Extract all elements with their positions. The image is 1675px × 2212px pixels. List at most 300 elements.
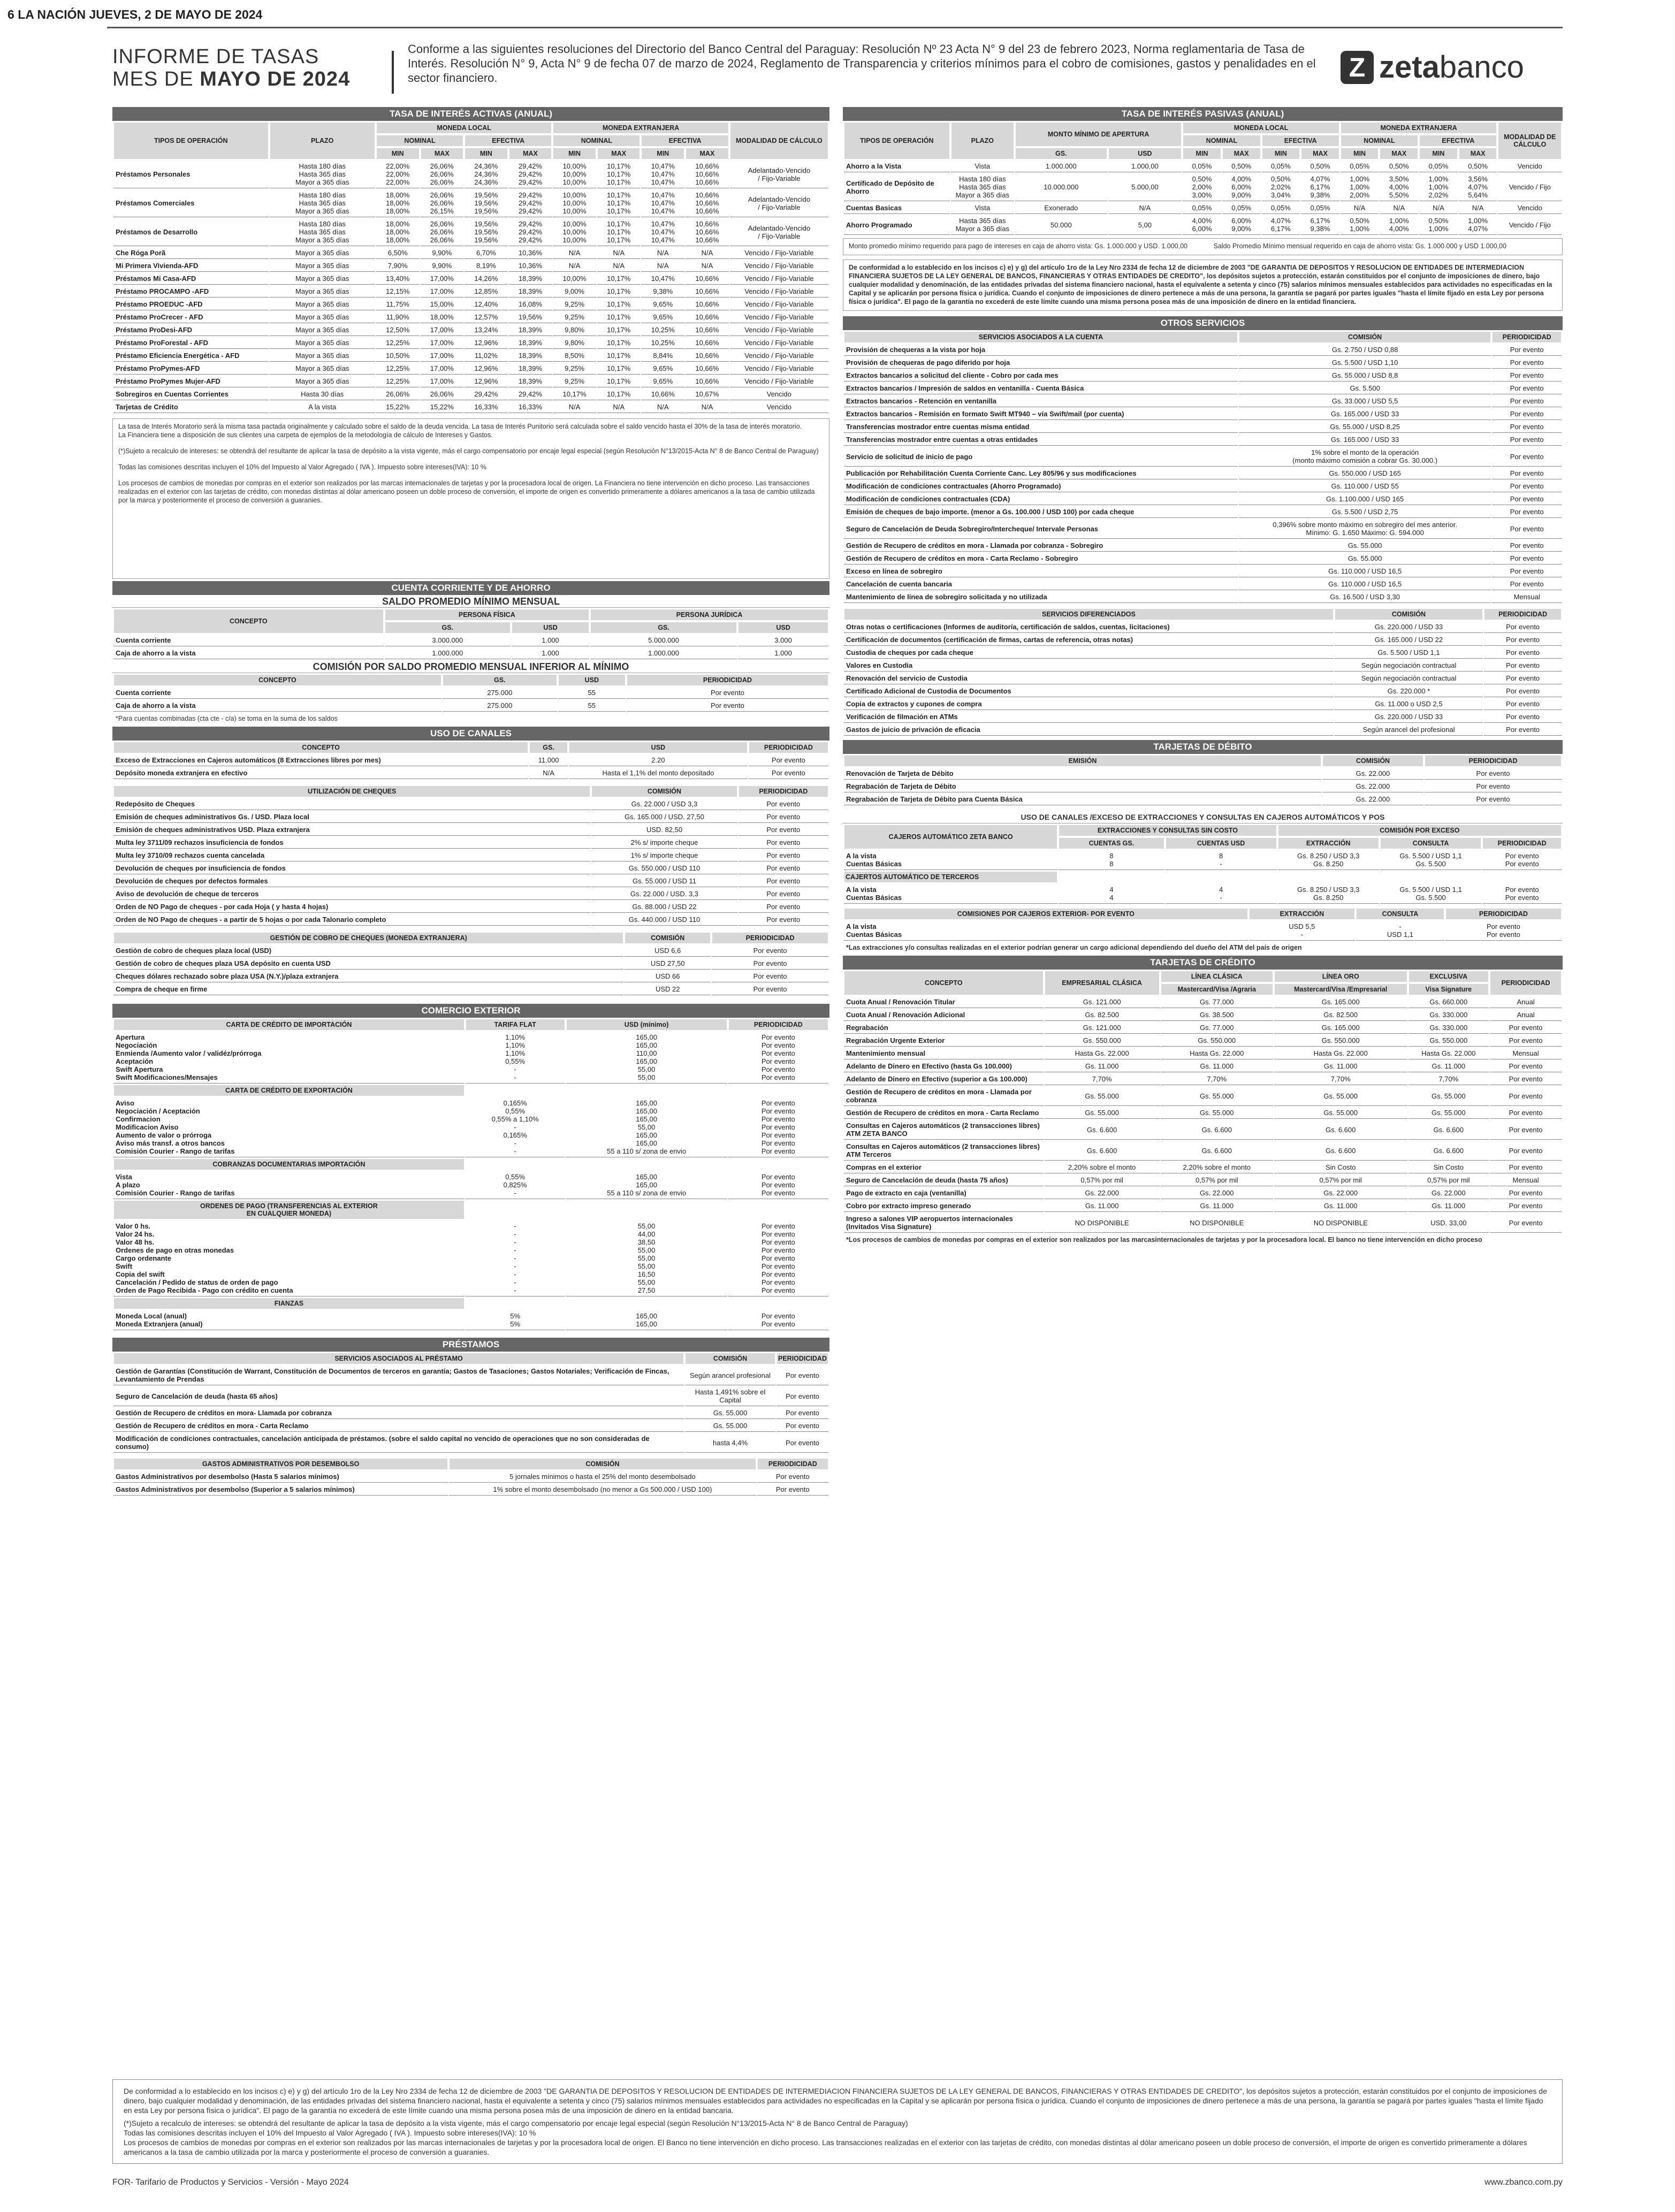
cell: Gs. 11.000: [1045, 1061, 1160, 1072]
row-label: Copia de extractos y cupones de compra: [844, 698, 1334, 710]
rate-cell: 10,66%: [686, 299, 729, 310]
rate-cell: N/A: [1419, 202, 1458, 214]
cell: Gs. 330.000: [1408, 1022, 1489, 1034]
cell: 275.000: [443, 700, 557, 712]
cell: Según arancel profesional: [685, 1366, 775, 1385]
row-label: Cuenta corriente: [113, 687, 441, 699]
cell: Por evento: [1490, 1213, 1562, 1233]
table-row: [113, 286, 828, 298]
operation-name: Préstamo ProCrecer - AFD: [113, 311, 269, 323]
rate-cell: 17,00%: [421, 350, 464, 362]
cell: Gs. 550.000: [1274, 1035, 1407, 1047]
cell: Por evento: [712, 945, 828, 957]
cell: Gs. 5.500 / USD 1,1 Gs. 5.500: [1380, 884, 1481, 904]
operation-name: Cuentas Basicas: [844, 202, 950, 214]
column-header: COMISIÓN: [1335, 608, 1483, 620]
cell: Gs. 55.000: [1274, 1086, 1407, 1106]
cell: Por evento: [1492, 578, 1562, 590]
cell: 1% sobre el monto de la operación (monto máximo comisión a cobrar Gs. 30.000.): [1239, 447, 1491, 467]
rate-cell: 0,05%: [1183, 202, 1221, 214]
cell: Por evento: [1492, 493, 1562, 505]
table-row: [113, 1097, 828, 1157]
cell: 5.000.000: [590, 635, 737, 646]
table-row: [844, 1073, 1562, 1085]
row-label: Gestión de Recupero de créditos en mora - Carta Reclamo: [844, 1107, 1044, 1119]
calc-method: Vencido / Fijo-Variable: [730, 337, 828, 349]
table-row: [113, 1310, 828, 1330]
row-label: Cuota Anual / Renovación Adicional: [844, 1009, 1044, 1021]
operation-name: Préstamos Comerciales: [113, 189, 269, 217]
cell: 7,70%: [1045, 1073, 1160, 1085]
table-row: [113, 218, 828, 246]
rate-cell: 1,00% 1,00% 2,00%: [1341, 173, 1379, 201]
cell: 165,00 165,00 55 a 110 s/ zona de envio: [566, 1171, 727, 1199]
row-label: Gestión de Recupero de créditos en mora - Llamada por cobranza - Sobregiro: [844, 540, 1238, 552]
operation-name: Préstamos Mi Casa-AFD: [113, 273, 269, 285]
cell: 275.000: [443, 687, 557, 699]
cell: Por evento: [1490, 1022, 1562, 1034]
rate-cell: N/A: [553, 401, 596, 413]
term: Mayor a 365 días: [270, 286, 375, 298]
table-row: [113, 161, 828, 188]
prestamos-table: [112, 1352, 829, 1454]
table-row: [113, 1366, 828, 1385]
table-row: [844, 698, 1562, 710]
min-gs: 10.000.000: [1015, 173, 1107, 201]
cell: Según negociación contractual: [1335, 660, 1483, 672]
cc-sub2: COMISIÓN POR SALDO PROMEDIO MENSUAL INFERIOR AL MÍNIMO: [112, 660, 829, 673]
rate-cell: 11,02%: [465, 350, 508, 362]
term: Mayor a 365 días: [270, 376, 375, 387]
cell: Gs. 22.000: [1322, 768, 1423, 780]
table-row: [844, 506, 1562, 518]
cell: Gs. 22.000 / USD 3,3: [591, 798, 737, 810]
cc-note: *Para cuentas combinadas (cta cte - c/a) se toma en la suma de los saldos: [116, 715, 338, 722]
cell: Anual: [1490, 1009, 1562, 1021]
rate-cell: N/A: [553, 247, 596, 259]
cell: Gs. 121.000: [1045, 996, 1160, 1008]
operation-name: Préstamo ProForestal - AFD: [113, 337, 269, 349]
column-header: PERIODICIDAD: [749, 742, 828, 753]
term: Mayor a 365 días: [270, 311, 375, 323]
table-row: [844, 673, 1562, 684]
cell: 1,10% 1,10% 1,10% 0,55% - -: [466, 1032, 565, 1084]
row-label: Gastos de juicio de privación de eficacia: [844, 724, 1334, 736]
row-label: Cobro por extracto impreso generado: [844, 1200, 1044, 1212]
rate-cell: 10,17%: [597, 311, 641, 323]
cell: Por evento: [1492, 519, 1562, 539]
cell: Por evento: [627, 700, 828, 712]
cell: Por evento Por evento Por evento Por evento Por evento Por evento Por evento Por evento Por evento: [728, 1221, 828, 1296]
table-row: [844, 1141, 1562, 1161]
cell: USD 5,5 -: [1249, 921, 1355, 941]
table-row: [113, 1407, 828, 1419]
column-header: EMISIÓN: [844, 755, 1321, 767]
cell: Gs. 55.000: [1274, 1107, 1407, 1119]
operation-name: Préstamos Personales: [113, 161, 269, 188]
rate-cell: 0,50%: [1301, 161, 1339, 172]
rate-cell: 9,38%: [641, 286, 684, 298]
cell: Por evento: [1490, 1073, 1562, 1085]
rate-cell: 10,17%: [597, 286, 641, 298]
operation-name: Préstamos de Desarrollo: [113, 218, 269, 246]
row-label: Emisión de cheques administrativos USD. Plaza extranjera: [113, 824, 590, 836]
rate-cell: 6,70%: [465, 247, 508, 259]
cell: Por evento: [1492, 421, 1562, 433]
cell: Por evento: [1490, 1187, 1562, 1199]
cell: Gs. 5.500 / USD 1,1: [1335, 647, 1483, 659]
rate-cell: 17,00%: [421, 273, 464, 285]
calc-method: Adelantado-Vencido / Fijo-Variable: [730, 218, 828, 246]
column-header: GS.: [443, 674, 557, 686]
calc-method: Vencido / Fijo-Variable: [730, 324, 828, 336]
rate-cell: 16,08%: [509, 299, 552, 310]
comext-table: [112, 1018, 829, 1331]
cell: Sin Costo: [1408, 1162, 1489, 1173]
rate-cell: 10,47%: [641, 273, 684, 285]
row-label: Transferencias mostrador entre cuentas a otras entidades: [844, 434, 1238, 446]
row-label: Caja de ahorro a la vista: [113, 647, 384, 659]
row-label: Regrabación: [844, 1022, 1044, 1034]
cell: 5% 5%: [466, 1310, 565, 1330]
header-rule: [107, 27, 1563, 28]
rate-cell: 17,00%: [421, 376, 464, 387]
column-header: PERIODICIDAD: [1425, 755, 1562, 767]
row-label: Regrabación de Tarjeta de Débito: [844, 781, 1321, 792]
rate-cell: 9,90%: [421, 247, 464, 259]
row-label: Extractos bancarios / Impresión de saldos en ventanilla - Cuenta Básica: [844, 383, 1238, 394]
table-row: [844, 781, 1562, 792]
rate-cell: 0,05%: [1301, 202, 1339, 214]
spacer: [466, 1085, 828, 1096]
row-label: Depósito moneda extranjera en efectivo: [113, 767, 528, 779]
table-row: [844, 685, 1562, 697]
cajeros-title: USO DE CANALES /EXCESO DE EXTRACCIONES Y CONSULTAS EN CAJEROS AUTOMÁTICOS Y POS: [843, 811, 1563, 823]
cell: Hasta 1,491% sobre el Capital: [685, 1386, 775, 1406]
rate-cell: 26,06% 26,06% 26,06%: [421, 161, 464, 188]
cell: Por evento: [776, 1366, 828, 1385]
table-row: [844, 383, 1562, 394]
rate-cell: 9,25%: [553, 363, 596, 375]
cell: Mensual: [1490, 1174, 1562, 1186]
rate-cell: 12,25%: [376, 337, 420, 349]
cell: Gs. 55.000: [1161, 1086, 1273, 1106]
rate-cell: 10,17%: [597, 376, 641, 387]
table-row: [844, 1107, 1562, 1119]
rate-cell: 18,00%: [421, 311, 464, 323]
min-gs: 1.000.000: [1015, 161, 1107, 172]
rate-cell: 12,96%: [465, 337, 508, 349]
cell: Por evento: [776, 1386, 828, 1406]
row-label: Regrabación de Tarjeta de Débito para Cuenta Básica: [844, 794, 1321, 805]
rate-cell: 19,56% 19,56% 19,56%: [465, 218, 508, 246]
cell: Por evento: [1492, 447, 1562, 467]
cell: Gs. 121.000: [1045, 1022, 1160, 1034]
rate-cell: 10,25%: [641, 324, 684, 336]
table-row: [844, 1200, 1562, 1212]
calc-method: Vencido / Fijo-Variable: [730, 247, 828, 259]
table-row: [844, 1048, 1562, 1059]
cell: Gs. 2.750 / USD 0,88: [1239, 344, 1491, 356]
cell: Gs. 1.100.000 / USD 165: [1239, 493, 1491, 505]
operation-name: Ahorro Programado: [844, 215, 950, 235]
table-row: [113, 1032, 828, 1084]
rate-cell: 10,47% 10,47% 10,47%: [641, 218, 684, 246]
cell: Gs. 220.000 *: [1335, 685, 1483, 697]
footer-url[interactable]: www.zbanco.com.py: [1484, 2178, 1563, 2187]
row-label: Extractos bancarios - Remisión en formato Swift MT940 – vía Swift/mail (por cuenta): [844, 408, 1238, 420]
cell: 3.000.000: [385, 635, 511, 646]
column-header: PERIODICIDAD: [738, 785, 828, 797]
z-logo-icon: Z: [1341, 51, 1374, 84]
column-header: TARIFA FLAT: [466, 1019, 565, 1031]
canales-bar: USO DE CANALES: [112, 727, 829, 741]
table-row: [844, 553, 1562, 565]
rate-cell: 13,24%: [465, 324, 508, 336]
row-label: Provisión de chequeras de pago diferido por hoja: [844, 357, 1238, 369]
table-row: [113, 837, 828, 849]
cell: Por evento: [1484, 621, 1562, 633]
operation-name: Sobregiros en Cuentas Corrientes: [113, 388, 269, 400]
row-label: Exceso en línea de sobregiro: [844, 566, 1238, 577]
table-row: [113, 189, 828, 217]
term: Mayor a 365 días: [270, 337, 375, 349]
table-row: [844, 1213, 1562, 1233]
cell: 2,20% sobre el monto: [1045, 1162, 1160, 1173]
cell: Gs. 6.600: [1408, 1120, 1489, 1140]
rate-cell: N/A: [1380, 202, 1418, 214]
cell: USD 27,50: [625, 958, 711, 970]
rate-cell: 17,00%: [421, 337, 464, 349]
cell: 1.000: [738, 647, 828, 659]
table-row: [844, 344, 1562, 356]
cell: Gs. 550.000 / USD 110: [591, 863, 737, 874]
cc-table: CONCEPTO PERSONA FÍSICA PERSONA JURÍDICA GS. USD GS. USD Cuenta corriente 3.000.000 1.000 5.000.000 3.000 Caja de ahorro a la vista 1.000.000 1.000 1.000.000 1.000: [112, 608, 829, 660]
cell: Gs. 55.000 / USD 11: [591, 875, 737, 887]
rate-cell: 0,50% 1,00%: [1419, 215, 1458, 235]
rate-cell: N/A: [597, 401, 641, 413]
pasivas-table: TIPOS DE OPERACIÓN PLAZO MONTO MÍNIMO DE APERTURA MONEDA LOCAL MONEDA EXTRANJERA MODALIDAD DE CÁLCULO NOMINAL EFECTIVA NOMINAL EFECTIVA GS. USD MIN MAX MIN MAX MIN MAX MIN MAX Ahorro a la Vista Vista 1.000.000 1.000,00 0,05% 0,50% 0,05% 0,50% 0,05% 0,50% 0,05% 0,50% Vencido Certificado de Depósito de Ahorro Hasta 180 días Hasta 365 días Mayor a 365 días 10.000.000 5.000,00 0,50% 2,00% 3,00% 4,00% 6,00% 9,00% 0,50% 2,02% 3,04% 4,07% 6,17% 9,38% 1,00% 1,00% 2,00% 3,50% 4,00% 5,50% 1,00% 1,00% 2,02% 3,56% 4,07% 5,64% Vencido / Fijo Cuentas Basicas Vista Exonerado N/A 0,05% 0,05% 0,05% 0,05% N/A N/A N/A N/A Vencido Ahorro Programado Hasta 365 días Mayor a 365 días 50.000 5,00 4,00% 6,00% 6,00% 9,00% 4,07% 6,17% 6,17% 9,38% 0,50% 1,00% 1,00% 4,00% 0,50% 1,00% 1,00% 4,07% Vencido / Fijo: [843, 121, 1563, 236]
rate-cell: 18,00% 18,00% 18,00%: [376, 218, 420, 246]
rate-cell: 9,65%: [641, 299, 684, 310]
column-header: COMISIÓN: [625, 932, 711, 944]
cell: Gs. 11.000: [1274, 1200, 1407, 1212]
row-label: Cancelación de cuenta bancaria: [844, 578, 1238, 590]
cell: Gs. 77.000: [1161, 996, 1273, 1008]
column-header: COMISIÓN: [1239, 331, 1491, 343]
row-label: Gestión de cobro de cheques plaza USA depósito en cuenta USD: [113, 958, 623, 970]
table-row: [844, 724, 1562, 736]
cell: Gs. 55.000: [1045, 1107, 1160, 1119]
table-row: [113, 875, 828, 887]
table-row: [844, 634, 1562, 646]
table-row: [844, 493, 1562, 505]
row-label: Emisión de cheques de bajo importe. (menor a Gs. 100.000 / USD 100) por cada cheque: [844, 506, 1238, 518]
rate-cell: 18,00% 18,00% 18,00%: [376, 189, 420, 217]
rate-cell: 15,22%: [376, 401, 420, 413]
term: A la vista: [270, 401, 375, 413]
cell: Por evento: [738, 824, 828, 836]
row-label: Pago de extracto en caja (ventanilla): [844, 1187, 1044, 1199]
cell: Valor 0 hs. Valor 24 hs. Valor 48 hs. Ordenes de pago en otras monedas Cargo ordenante Swift Copia del swift Cancelación / Pedido de status de orden de pago Orden de Pago Recibida - Pago con crédito en cuenta: [113, 1221, 465, 1296]
cell: Por evento: [1425, 781, 1562, 792]
row-label: Gestión de cobro de cheques plaza local (USD): [113, 945, 623, 957]
table-row: [113, 888, 828, 900]
row-label: Ingreso a salones VIP aeropuertos internacionales (Invitados Visa Signature): [844, 1213, 1044, 1233]
pasivas-legal: De conformidad a lo establecido en los incisos c) e) y g) del artículo 1ro de la Ley Nro 2334 de fecha 12 de diciembre de 2003 "DE GARANTIA DE DEPOSITOS Y RESOLUCION DE ENTIDADES DE INTERMEDIACION FINANCIERA SUJETOS DE LA LEY GENERAL DE BANCOS, FINANCIERAS Y OTRAS ENTIDADES DE CREDITO", los depósitos sujetos a protección, estarán constituidos por el conjunto de imposiciones de dinero, bajo cualquier modalidad y denominación, de las entidades privadas del sistema financiero nacional, hasta el equivalente a setenta y cinco (75) salarios mínimos mensuales establecidos para actividades no especificadas en la Capital y se aplicarán por persona física o jurídica. Cuando el conjunto de imposiciones de dinero pertenece a más de una persona, la garantía se pagará por partes iguales "hasta el límite fijado en esta Ley por persona física o jurídica". El pago de la garantía no excederá de este límite cuando una misma persona posea más de una imposición de dinero en la entidad financiera.: [843, 260, 1563, 311]
row-label: Extractos bancarios a solicitud del cliente - Cobro por cada mes: [844, 370, 1238, 382]
rate-cell: 10,17% 10,17% 10,17%: [597, 189, 641, 217]
table-row: [844, 591, 1562, 603]
row-label: Seguro de Cancelación de deuda (hasta 65 años): [113, 1386, 684, 1406]
cell: Gs. 110.000 / USD 16,5: [1239, 578, 1491, 590]
rate-cell: 10,47% 10,47% 10,47%: [641, 189, 684, 217]
column-header: PERIODICIDAD: [776, 1353, 828, 1364]
rate-cell: 10,66% 10,66% 10,66%: [686, 189, 729, 217]
column-header: USD (mínimo): [566, 1019, 727, 1031]
cell: Por evento: [1492, 357, 1562, 369]
rate-cell: 4,00% 6,00% 9,00%: [1222, 173, 1261, 201]
row-label: Gastos Administrativos por desembolso (Superior a 5 salarios mínimos): [113, 1484, 448, 1496]
table-row: [113, 1171, 828, 1199]
debito-table: [843, 754, 1563, 806]
operation-name: Préstamo ProPymes Mujer-AFD: [113, 376, 269, 387]
term: Hasta 180 días Hasta 365 días Mayor a 365 días: [270, 161, 375, 188]
column-header: SERVICIOS DIFERENCIADOS: [844, 608, 1334, 620]
row-label: Gestión de Recupero de créditos en mora - Carta Reclamo - Sobregiro: [844, 553, 1238, 565]
cell: Mensual: [1490, 1048, 1562, 1059]
cell: Por evento: [1492, 370, 1562, 382]
rate-cell: 29,42% 29,42% 29,42%: [509, 161, 552, 188]
cell: Por evento: [1490, 1035, 1562, 1047]
cell: USD 6,6: [625, 945, 711, 957]
table-row: [113, 914, 828, 926]
cell: 11.000: [529, 754, 568, 766]
newspaper-header: 6 LA NACIÓN JUEVES, 2 DE MAYO DE 2024: [7, 7, 263, 21]
rate-cell: 9,65%: [641, 311, 684, 323]
cell: Gs. 22.000: [1322, 781, 1423, 792]
rate-cell: 9,25%: [553, 299, 596, 310]
table-row: [844, 711, 1562, 723]
rate-cell: 10,17%: [597, 388, 641, 400]
rate-cell: 12,25%: [376, 363, 420, 375]
rate-cell: 0,05%: [1262, 161, 1300, 172]
rate-cell: 10,66%: [686, 337, 729, 349]
cell: Gs. 22.000: [1322, 794, 1423, 805]
min-gs: Exonerado: [1015, 202, 1107, 214]
rate-cell: 26,06%: [421, 388, 464, 400]
cell: Gs. 6.600: [1045, 1120, 1160, 1140]
calc-method: Vencido / Fijo-Variable: [730, 286, 828, 298]
rate-cell: 9,25%: [553, 376, 596, 387]
rate-cell: 6,17% 9,38%: [1301, 215, 1339, 235]
row-label: Gestión de Garantías (Constitución de Warrant, Constitución de Documentos de terceros en garantía; Gastos de Tasaciones; Gastos Notariales; Verificación de Fincas, Levantamiento de Prendas: [113, 1366, 684, 1385]
cell: N/A: [529, 767, 568, 779]
cell: Por evento: [1492, 383, 1562, 394]
column-header: COMISIÓN: [1322, 755, 1423, 767]
zetabanco-logo: Z zeta banco: [1341, 49, 1524, 85]
term: Hasta 180 días Hasta 365 días Mayor a 365 días: [270, 218, 375, 246]
table-row: [113, 273, 828, 285]
row-label: Servicio de solicitud de inicio de pago: [844, 447, 1238, 467]
cell: 1.000: [512, 647, 589, 659]
cell: Por evento: [1492, 468, 1562, 479]
rate-cell: 10,17%: [553, 388, 596, 400]
cc-comision-table: [112, 673, 829, 713]
column-header: SERVICIOS ASOCIADOS AL PRÉSTAMO: [113, 1353, 684, 1364]
rate-cell: 9,90%: [421, 260, 464, 272]
rate-cell: 4,07% 6,17%: [1262, 215, 1300, 235]
cell: Hasta Gs. 22.000: [1274, 1048, 1407, 1059]
cell: 8 -: [1166, 850, 1277, 870]
table-row: [113, 350, 828, 362]
rate-cell: 15,00%: [421, 299, 464, 310]
rate-cell: 29,42%: [465, 388, 508, 400]
cell: - - - - - - - - -: [466, 1221, 565, 1296]
calc-method: Vencido: [1498, 202, 1562, 214]
table-row: [844, 996, 1562, 1008]
cell: Gs. 8.250 / USD 3,3 Gs. 8.250: [1278, 884, 1379, 904]
term: Hasta 30 días: [270, 388, 375, 400]
cc-bar: CUENTA CORRIENTE Y DE AHORRO: [112, 581, 829, 595]
rate-cell: 12,15%: [376, 286, 420, 298]
row-label: Adelanto de Dinero en Efectivo (hasta Gs 100.000): [844, 1061, 1044, 1072]
rate-cell: 29,42% 29,42% 29,42%: [509, 218, 552, 246]
table-row: [844, 1086, 1562, 1106]
rate-cell: 10,47% 10,47% 10,47%: [641, 161, 684, 188]
spacer: [466, 1200, 828, 1219]
rate-cell: 18,39%: [509, 376, 552, 387]
calc-method: Adelantado-Vencido / Fijo-Variable: [730, 189, 828, 217]
cell: 2% s/ importe cheque: [591, 837, 737, 849]
credito-note: *Los procesos de cambios de monedas por compras en el exterior son realizados por las marcasinternacionales de tarjetas y por la procesadora local. El banco no tiene intervención en dicho proceso: [846, 1236, 1482, 1244]
column-header: CONCEPTO: [113, 742, 528, 753]
min-usd: N/A: [1108, 202, 1182, 214]
operation-name: Préstamo PROCAMPO -AFD: [113, 286, 269, 298]
cell: Por evento: [1490, 1120, 1562, 1140]
rate-cell: 18,39%: [509, 337, 552, 349]
cell: Gs. 38.500: [1161, 1009, 1273, 1021]
cell: Por evento: [776, 1433, 828, 1453]
calc-method: Vencido / Fijo-Variable: [730, 273, 828, 285]
row-label: Renovación del servicio de Custodia: [844, 673, 1334, 684]
rate-cell: 22,00% 22,00% 22,00%: [376, 161, 420, 188]
cell: Por evento: [1492, 395, 1562, 407]
rate-cell: 12,50%: [376, 324, 420, 336]
table-row: [844, 357, 1562, 369]
column-header: GASTOS ADMINISTRATIVOS POR DESEMBOLSO: [113, 1458, 448, 1470]
row-label: Renovación de Tarjeta de Débito: [844, 768, 1321, 780]
title-divider: [392, 51, 394, 94]
cell: Gs. 550.000 / USD 165: [1239, 468, 1491, 479]
column-header: CARTA DE CRÉDITO DE IMPORTACIÓN: [113, 1019, 465, 1031]
cell: Por evento Por evento: [1445, 921, 1562, 941]
rate-cell: 18,39%: [509, 350, 552, 362]
cell: Moneda Local (anual) Moneda Extranjera (anual): [113, 1310, 465, 1330]
row-label: Emisión de cheques administrativos Gs. / USD. Plaza local: [113, 811, 590, 823]
table-row: [844, 215, 1562, 235]
cobro-table: [112, 931, 829, 996]
cell: Gs. 16.500 / USD 3,30: [1239, 591, 1491, 603]
rate-cell: 10,00%: [553, 273, 596, 285]
table-row: [113, 1386, 828, 1406]
credito-table: CONCEPTO EMPRESARIAL CLÁSICA LÍNEA CLÁSICA LÍNEA ORO EXCLUSIVA PERIODICIDAD Mastercard/Visa /Agraria Mastercard/Visa /Empresarial Visa Signature Cuota Anual / Renovación Titular Gs. 121.000 Gs. 77.000 Gs. 165.000 Gs. 660.000 Anual Cuota Anual / Renovación Adicional Gs. 82.500 Gs. 38.500 Gs. 82.500 Gs. 330.000 Anual Regrabación Gs. 121.000 Gs. 77.000 Gs. 165.000 Gs. 330.000 Por evento Regrabación Urgente Exterior Gs. 550.000 Gs. 550.000 Gs. 550.000 Gs. 550.000 Por evento Mantenimiento mensual Hasta Gs. 22.000 Hasta Gs. 22.000 Hasta Gs. 22.000 Hasta Gs. 22.000 Mensual Adelanto de Dinero en Efectivo (hasta Gs 100.000) Gs. 11.000 Gs. 11.000 Gs. 11.000 Gs. 11.000 Por evento Adelanto de Dinero en Efectivo (superior a Gs 100.000) 7,70% 7,70% 7,70% 7,70% Por evento Gestión de Recupero de créditos en mora - Llamada por cobranza Gs. 55.000 Gs. 55.000 Gs. 55.000 Gs. 55.000 Por evento Gestión de Recupero de créditos en mora - Carta Reclamo Gs. 55.000 Gs. 55.000 Gs. 55.000 Gs. 55.000 Por evento Consultas en Cajeros automáticos (2 transacciones libres) ATM ZETA BANCO Gs. 6.600 Gs. 6.600 Gs. 6.600 Gs. 6.600 Por evento Consultas en Cajeros automáticos (2 transacciones libres) ATM Terceros Gs. 6.600 Gs. 6.600 Gs. 6.600 Gs. 6.600 Por evento Compras en el exterior 2,20% sobre el monto 2,20% sobre el monto Sin Costo Sin Costo Por evento Seguro de Cancelación de deuda (hasta 75 años) 0,57% por mil 0,57% por mil 0,57% por mil 0,57% por mil Mensual Pago de extracto en caja (ventanilla) Gs. 22.000 Gs. 22.000 Gs. 22.000 Gs. 22.000 Por evento Cobro por extracto impreso generado Gs. 11.000 Gs. 11.000 Gs. 11.000 Gs. 11.000 Por evento Ingreso a salones VIP aeropuertos internacionales (Invitados Visa Signature) NO DISPONIBLE NO DISPONIBLE NO DISPONIBLE USD. 33,00 Por evento: [843, 970, 1563, 1234]
cell: Gs. 6.600: [1161, 1120, 1273, 1140]
rate-cell: 16,33%: [465, 401, 508, 413]
cell: Gs. 11.000 o USD 2,5: [1335, 698, 1483, 710]
table-row: [844, 1174, 1562, 1186]
rate-cell: 10,00% 10,00% 10,00%: [553, 218, 596, 246]
